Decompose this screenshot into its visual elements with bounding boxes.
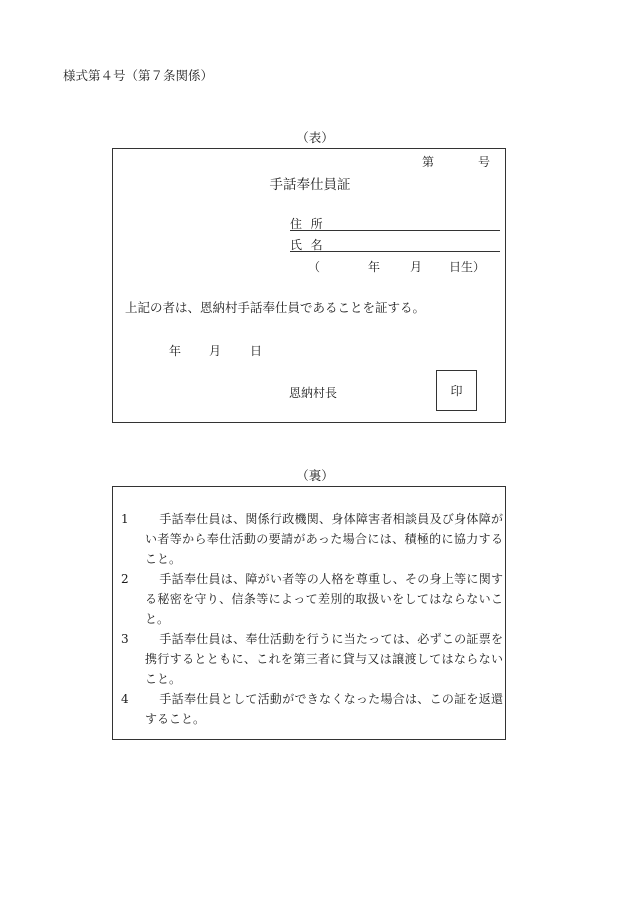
certificate-front — [112, 148, 506, 423]
name-label: 氏 名 — [290, 238, 326, 252]
rule-text: 手話奉仕員は、障がい者等の人格を尊重し、その身上等に関する秘密を守り、信条等によって差別的取扱いをしてはならないこと。 — [145, 572, 503, 626]
rule-item — [121, 689, 503, 729]
rule-item — [121, 629, 503, 689]
birthdate-year-label: 年 — [368, 260, 381, 274]
rule-number: 3 — [121, 632, 129, 646]
issue-date-day-label: 日 — [250, 344, 263, 358]
rule-number: 2 — [121, 572, 129, 586]
certification-statement: 上記の者は、恩納村手話奉仕員であることを証する。 — [125, 300, 426, 315]
seal-label: 印 — [450, 384, 463, 398]
rule-text: 手話奉仕員は、関係行政機関、身体障害者相談員及び身体障がい者等から奉仕活動の要請があった場合には、積極的に協力すること。 — [145, 512, 503, 566]
front-side-label: （表） — [296, 130, 334, 145]
issuer-title: 恩納村長 — [289, 386, 338, 400]
birthdate-day-label: 日生） — [449, 260, 486, 274]
rules-list — [121, 509, 503, 729]
rule-text: 手話奉仕員は、奉仕活動を行うに当たっては、必ずこの証票を携行するとともに、これを第三者に貸与又は譲渡してはならないこと。 — [145, 632, 503, 686]
certificate-back — [112, 486, 506, 740]
certificate-number-suffix: 号 — [478, 155, 491, 169]
birthdate-open-paren: （ — [308, 260, 321, 274]
name-field — [290, 236, 500, 252]
form-number-label: 様式第４号（第７条関係） — [63, 68, 214, 83]
birthdate-month-label: 月 — [410, 260, 423, 274]
rule-text: 手話奉仕員として活動ができなくなった場合は、この証を返還すること。 — [145, 692, 503, 726]
address-field — [290, 215, 500, 231]
address-label: 住 所 — [290, 217, 326, 231]
rule-number: 4 — [121, 692, 129, 706]
rule-item — [121, 569, 503, 629]
issue-date-month-label: 月 — [209, 344, 222, 358]
certificate-number-prefix: 第 — [422, 155, 435, 169]
rule-item — [121, 509, 503, 569]
rule-number: 1 — [121, 512, 129, 526]
certificate-title: 手話奉仕員証 — [269, 177, 351, 193]
issue-date-year-label: 年 — [169, 344, 182, 358]
back-side-label: （裏） — [296, 468, 334, 483]
seal-box — [436, 370, 477, 411]
